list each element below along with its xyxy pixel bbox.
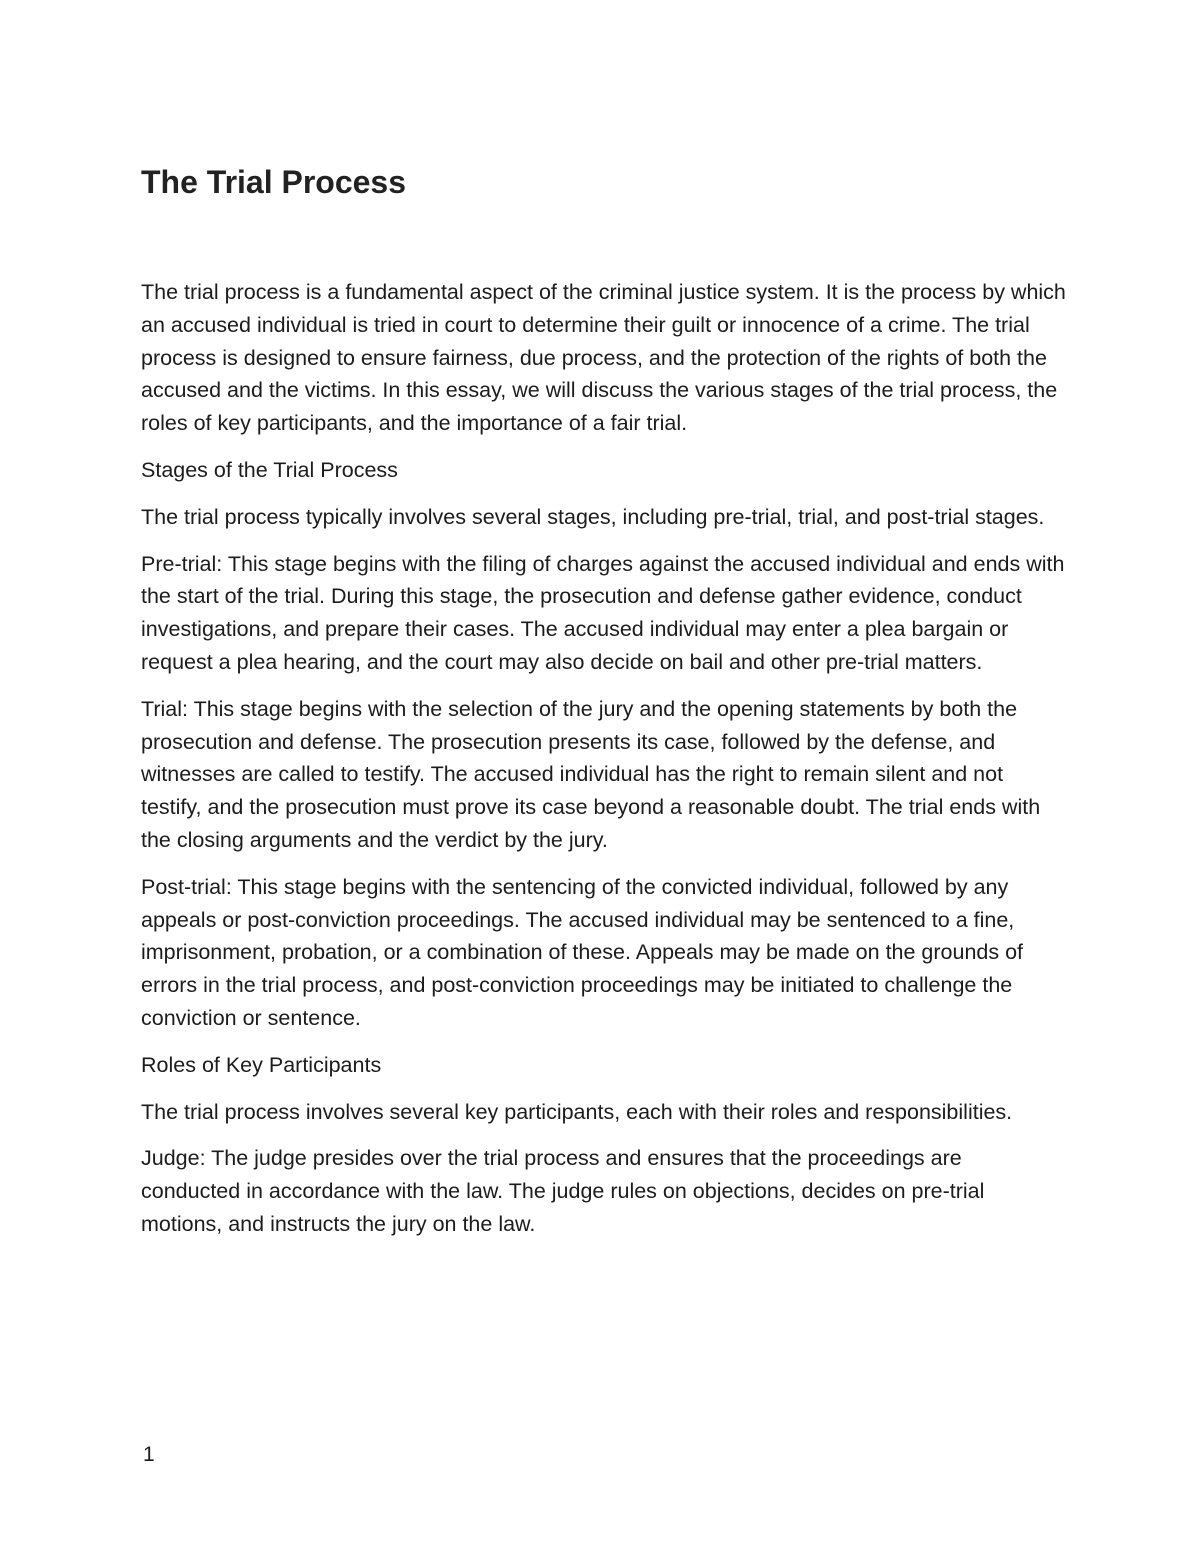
paragraph-trial: Trial: This stage begins with the selection of the jury and the opening statements by both the prosecution and defense. The prosecution presents its case, followed by the defense, and witnesses are called to testify. The accused individual has the right to remain silent and not testify, and the prosecution must prove its case beyond a reasonable doubt. The trial ends with the closing arguments and the verdict by the jury. <box>141 696 1041 852</box>
section-heading-stages: Stages of the Trial Process <box>141 457 398 482</box>
paragraph-post-trial: Post-trial: This stage begins with the sentencing of the convicted individual, followed by any appeals or post-conviction proceedings. The accused individual may be sentenced to a fine, imprisonment, probation, or a combination of these. Appeals may be made on the grounds of errors in the trial process, and post-conviction proceedings may be initiated to challenge the conviction or sentence. <box>141 874 1024 1030</box>
paragraph-roles-intro: The trial process involves several key participants, each with their roles and responsibilities. <box>141 1099 1013 1124</box>
paragraph-judge: Judge: The judge presides over the trial process and ensures that the proceedings are conducted in accordance with the law. The judge rules on objections, decides on pre-trial motions, and instructs the jury on the law. <box>141 1146 985 1236</box>
page-number: 1 <box>143 1443 155 1466</box>
paragraph-intro: The trial process is a fundamental aspect of the criminal justice system. It is the process by which an accused individual is tried in court to determine their guilt or innocence of a crime. The trial process is designed to ensure fairness, due process, and the protection of the rights of both the accused and the victims. In this essay, we will discuss the various stages of the trial process, the roles of key participants, and the importance of a fair trial. <box>141 280 1066 436</box>
paragraph-pre-trial: Pre-trial: This stage begins with the filing of charges against the accused individual and ends with the start of the trial. During this stage, the prosecution and defense gather evidence, conduct investigations, and prepare their cases. The accused individual may enter a plea bargain or request a plea hearing, and the court may also decide on bail and other pre-trial matters. <box>141 551 1065 674</box>
section-heading-roles: Roles of Key Participants <box>141 1052 382 1077</box>
document-title: The Trial Process <box>141 164 407 200</box>
paragraph-stages-intro: The trial process typically involves several stages, including pre-trial, trial, and post-trial stages. <box>141 504 1045 529</box>
document-body <box>141 160 1066 1255</box>
